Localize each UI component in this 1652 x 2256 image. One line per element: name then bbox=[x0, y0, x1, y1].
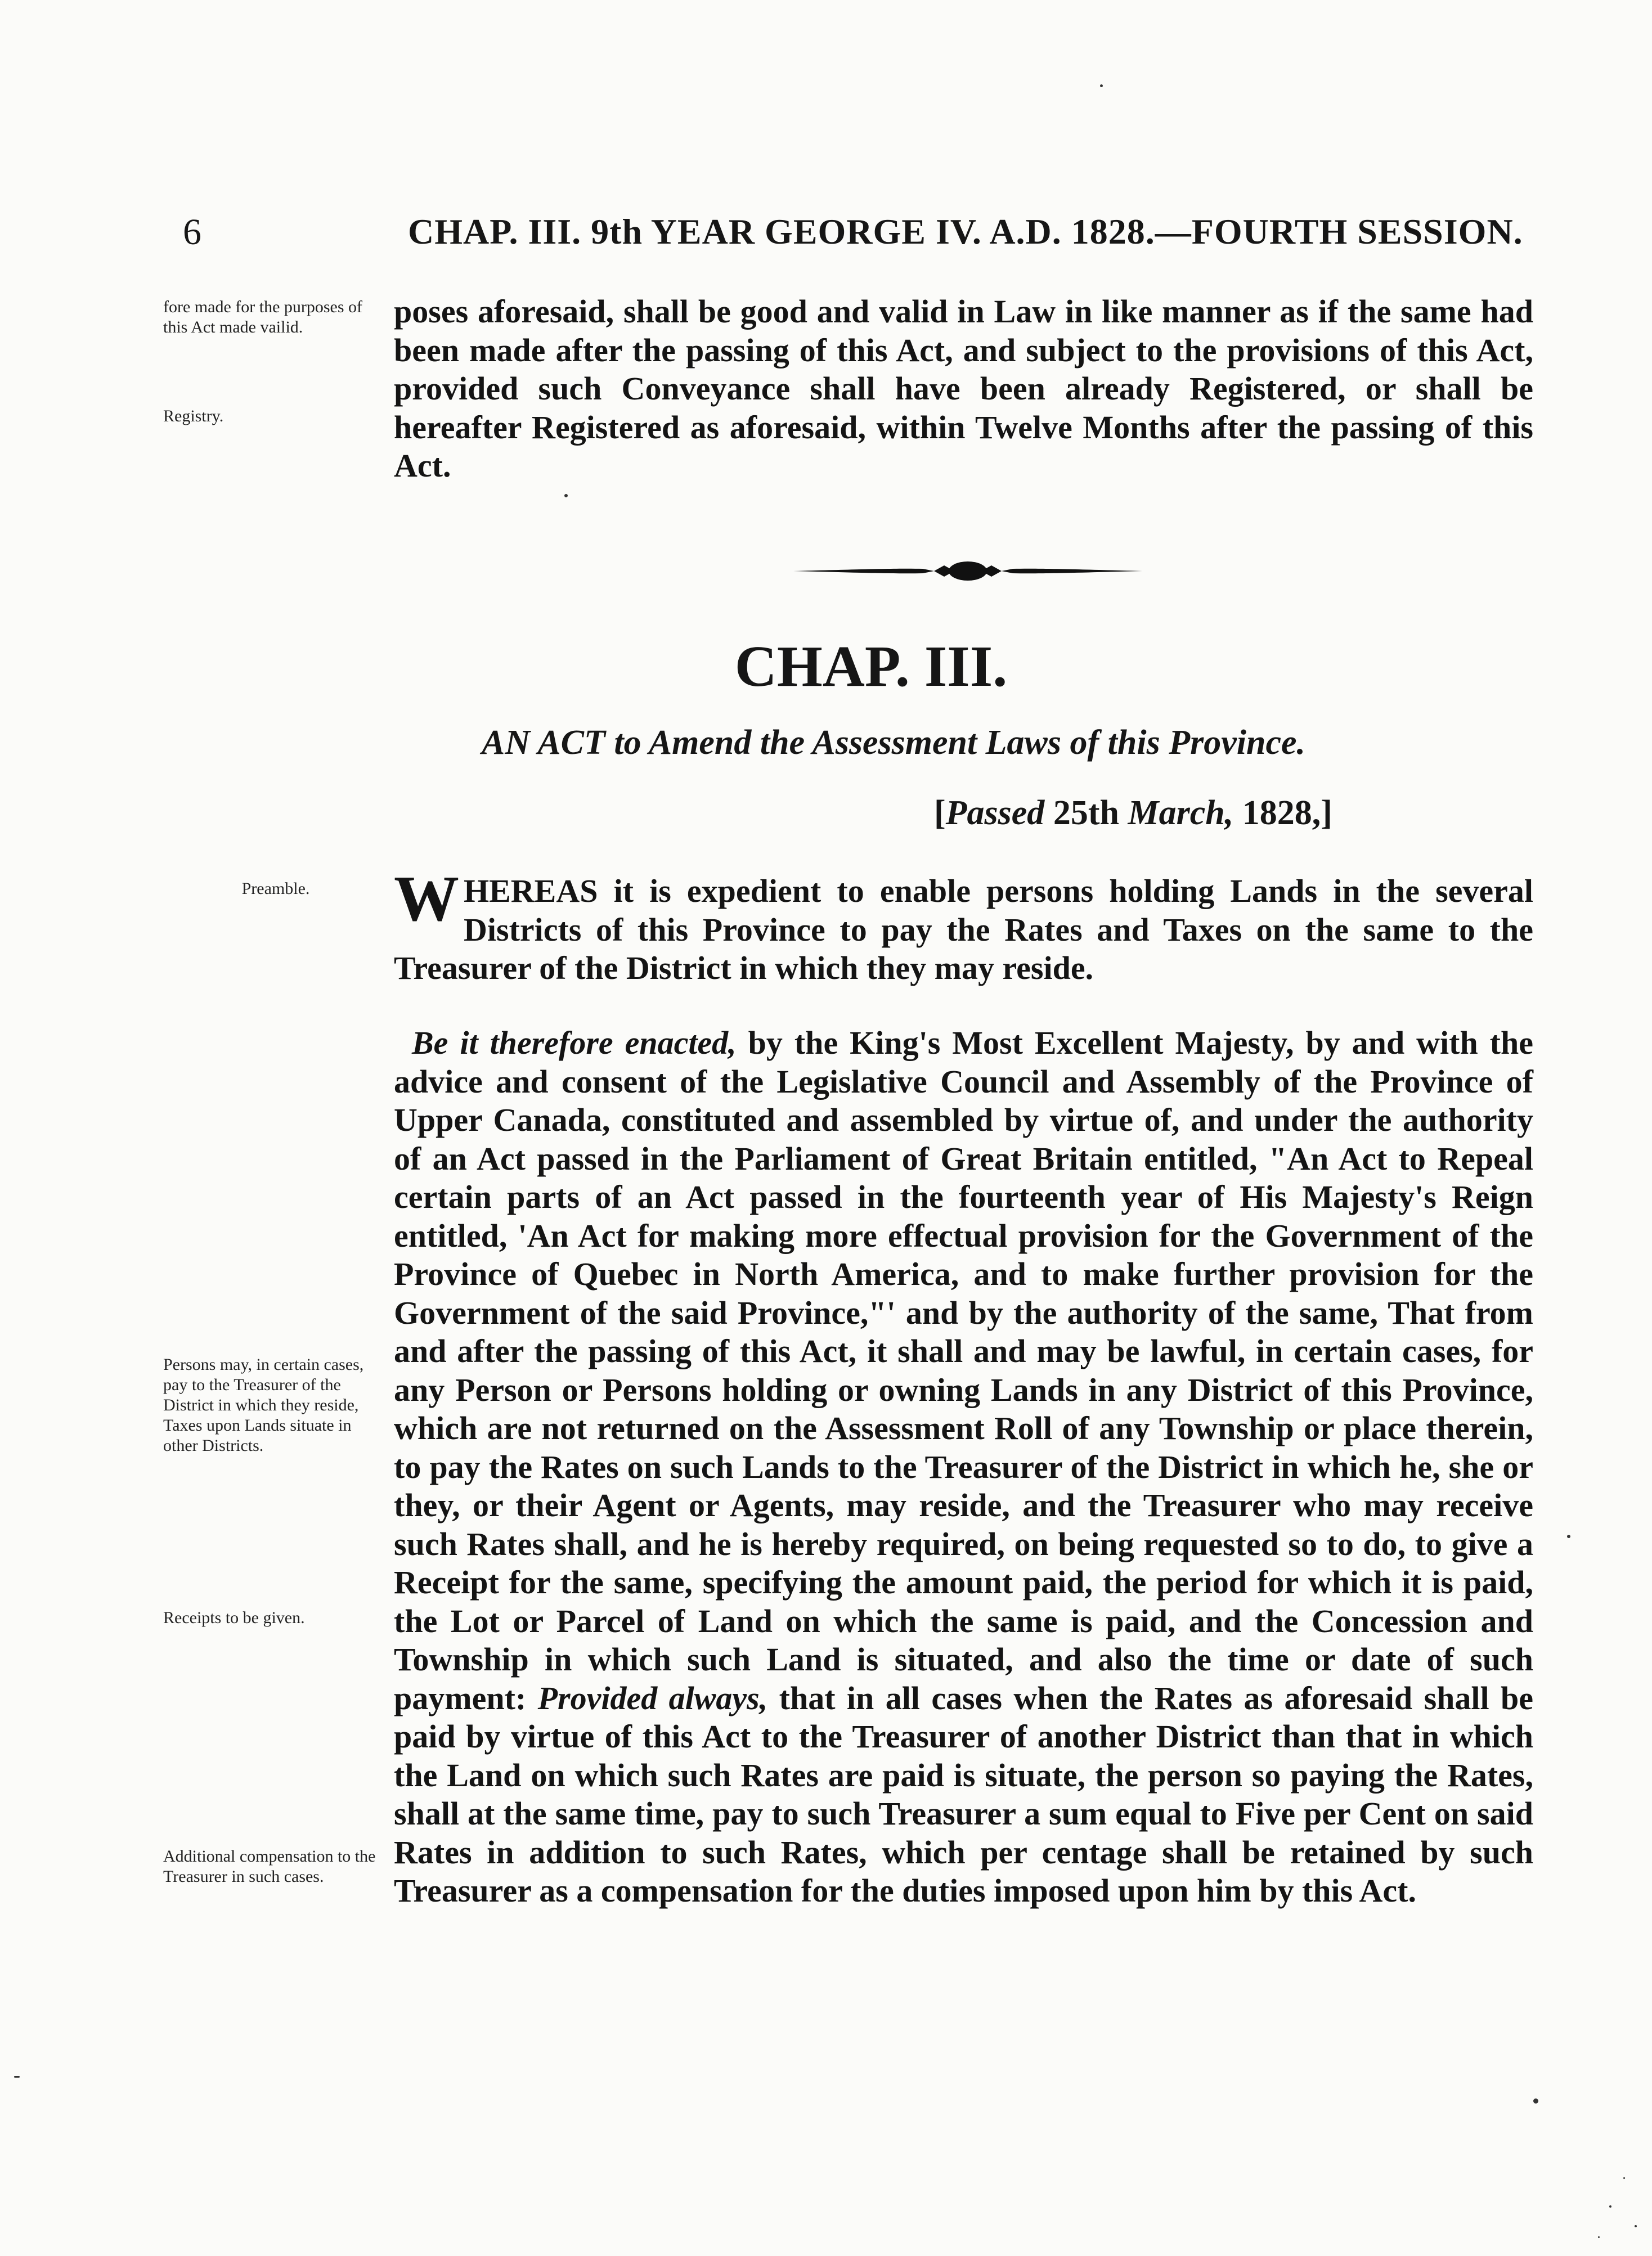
margin-note-preamble: Preamble. bbox=[241, 879, 310, 898]
scan-speck bbox=[564, 494, 568, 497]
proviso-lead: Provided always, bbox=[537, 1679, 768, 1716]
scan-speck bbox=[1100, 84, 1103, 87]
margin-note-receipts: Receipts to be given. bbox=[163, 1608, 305, 1627]
passed-year: 1828, bbox=[1242, 794, 1321, 832]
passed-day: 25th bbox=[1053, 794, 1119, 832]
margin-note-registry: Registry. bbox=[163, 407, 224, 425]
act-title: AN ACT to Amend the Assessment Laws of this Province. bbox=[482, 723, 1305, 762]
enactment-lead: Be it therefore enacted, bbox=[412, 1024, 737, 1061]
page-header bbox=[183, 211, 1523, 262]
margin-note-made-valid: fore made for the purposes of this Act made vailid. bbox=[163, 298, 363, 336]
scan-speck bbox=[1623, 2177, 1625, 2179]
margin-note-persons-may: Persons may, in certain cases, pay to the Treasurer of the District in which they reside, Taxes upon Lands situate in other Districts. bbox=[163, 1355, 364, 1455]
page-number: 6 bbox=[183, 212, 201, 253]
margin-note-additional: Additional compensation to the Treasurer in such cases. bbox=[163, 1847, 376, 1886]
chapter-title: CHAP. III. bbox=[734, 634, 1008, 699]
scan-speck bbox=[1567, 1535, 1570, 1538]
passed-month: March, bbox=[1128, 794, 1234, 832]
enactment-text-2: that in all cases when the Rates as aforesaid shall be paid by virtue of this Act to the Treasurer of another District than that in which the Land on which such Rates are paid is situate, the person so paying the Rates, shall at the same time, pay to such Treasurer a sum equal to Five per Cent on said Rates in addition to such Rates, which per centage shall be retained by such Treasurer as a compensation for the duties imposed upon him by this Act. bbox=[394, 1679, 1534, 1909]
passed-date: [Passed 25th March, 1828,] bbox=[934, 794, 1332, 832]
preamble-text: HEREAS it is expedient to enable persons holding Lands in the several Districts of this Province to pay the Rates and Taxes on the same to the Treasurer of the District in which they may reside. bbox=[394, 873, 1533, 986]
enactment-paragraph bbox=[394, 1024, 1533, 1911]
scan-speck bbox=[14, 2076, 20, 2078]
enactment-text-1: by the King's Most Excellent Majesty, by and with the advice and consent of the Legislative Council and Assembly of the Province of Upper Canada, constituted and assembled by virtue of, and under the authority of an Act passed in the Parliament of Great Britain entitled, "An Act to Repeal certain parts of an Act passed in the fourteenth year of His Majesty's Reign entitled, 'An Act for making more effectual provision for the Government of the Province of Quebec in North America, and to make further provision for the Government of the said Province,"' and by the authority of the same, That from and after the passing of this Act, it shall and may be lawful, in certain cases, for any Person or Persons holding or owning Lands in any District of this Province, which are not returned on the Assessment Roll of any Township or place therein, to pay the Rates on such Lands to the Treasurer of the District in which he, she or they, or their Agent or Agents, may reside, and the Treasurer who may receive such Rates shall, and he is hereby required, on being requested so to do, to give a Receipt for the same, specifying the amount paid, the period for which it is paid, the Lot or Parcel of Land on which the same is paid, and the Concession and Township in which such Land is situated, and also the time or date of such payment: bbox=[394, 1024, 1533, 1716]
ornament-divider-icon bbox=[793, 557, 1142, 585]
scan-speck bbox=[1609, 2205, 1611, 2208]
passed-label: Passed bbox=[945, 794, 1045, 832]
drop-cap: W bbox=[394, 863, 459, 935]
scan-speck bbox=[1598, 2236, 1600, 2238]
preamble-paragraph bbox=[394, 863, 1533, 988]
continuation-paragraph: poses aforesaid, shall be good and valid in Law in like manner as if the same had been made after the passing of this Act, and subject to the provisions of this Act, provided such Conveyance shall have been already Registered, or shall be hereafter Registered as aforesaid, within Twelve Months after the passing of this Act. bbox=[394, 293, 1533, 484]
scan-speck bbox=[1635, 2225, 1637, 2227]
running-head: CHAP. III. 9th YEAR GEORGE IV. A.D. 1828.—FOURTH SESSION. bbox=[408, 212, 1523, 251]
scan-speck bbox=[1533, 2098, 1538, 2104]
